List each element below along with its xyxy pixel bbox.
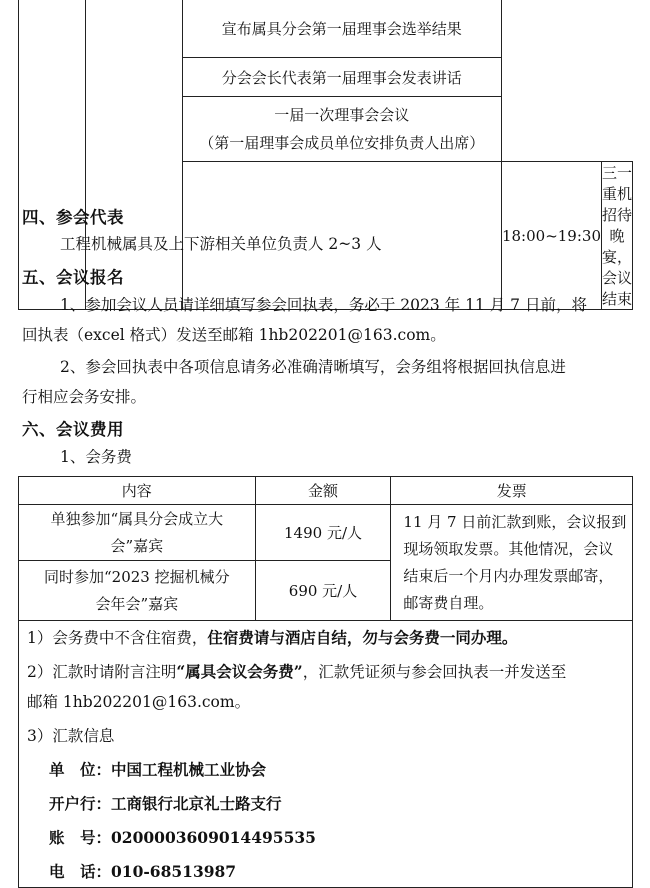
paragraph-line: 回执表（excel 格式）发送至邮箱 1hb202201@163.com。 [22, 326, 446, 344]
fee-row-amount: 1490 元/人 [255, 505, 391, 561]
note-2-line2: 邮箱 1hb202201@163.com。 [27, 693, 251, 711]
bank-info-value: 工商银行北京礼士路支行 [111, 794, 282, 813]
bank-info-row [27, 789, 632, 819]
section-heading: 六、会议费用 [22, 420, 124, 439]
schedule-item-meeting [182, 97, 501, 162]
invoice-line: 结束后一个月内办理发票邮寄， [403, 566, 614, 585]
paragraph-line: 行相应会务安排。 [22, 388, 147, 406]
bank-info-value: 010-68513987 [111, 862, 237, 881]
note-2 [27, 657, 632, 687]
fee-row-content [19, 561, 256, 621]
fee-row-amount: 690 元/人 [255, 561, 391, 621]
fee-notes-cell [19, 621, 633, 888]
bank-info-label: 电 话： [49, 862, 112, 881]
note-3: 3）汇款信息 [27, 727, 115, 745]
section-heading: 五、会议报名 [22, 268, 124, 287]
fee-header-invoice: 发票 [391, 477, 633, 505]
fee-table [18, 476, 633, 888]
subsection-label: 1、会务费 [60, 448, 132, 466]
bank-info-label: 单 位： [49, 760, 112, 779]
bank-info-label: 开户行： [49, 794, 112, 813]
invoice-line: 现场领取发票。其他情况，会议 [403, 539, 614, 558]
fee-header-content: 内容 [19, 477, 256, 505]
paragraph-line: 2、参会回执表中各项信息请务必准确清晰填写，会务组将根据回执信息进 [60, 358, 566, 376]
fee-row-content [19, 505, 256, 561]
fee-content-line: 会”嘉宾 [110, 536, 164, 555]
bank-info-row [27, 823, 632, 853]
schedule-item: 分会会长代表第一届理事会发表讲话 [182, 58, 501, 97]
section-text: 工程机械属具及上下游相关单位负责人 2~3 人 [60, 235, 382, 253]
schedule-item-line: （第一届理事会成员单位安排负责人出席） [199, 134, 485, 152]
bank-info-value: 0200003609014495535 [111, 828, 316, 847]
bank-info-value: 中国工程机械工业协会 [111, 760, 267, 779]
note-bold-text: “属具会议会务费” [176, 662, 303, 681]
dinner-item: 三一重机招待晚宴，会议结束 [602, 162, 633, 310]
fee-header-amount: 金额 [255, 477, 391, 505]
bank-info-label: 账 号： [49, 828, 112, 847]
bank-info-row [27, 857, 632, 887]
schedule-item: 宣布属具分会第一届理事会选举结果 [182, 0, 501, 58]
invoice-line: 邮寄费自理。 [403, 593, 494, 612]
schedule-item-line: 一届一次理事会会议 [274, 106, 410, 124]
invoice-line: 11 月 7 日前汇款到账，会议报到 [403, 512, 627, 531]
fee-invoice-note [391, 505, 633, 621]
fee-content-line: 会年会”嘉宾 [95, 594, 179, 613]
note-1 [27, 623, 632, 653]
note-text: 1）会务费中不含住宿费， [27, 629, 208, 647]
paragraph-line: 1、参加会议人员请详细填写参会回执表，务必于 2023 年 11 月 7 日前，将 [60, 296, 587, 314]
note-text: 2）汇款时请附言注明 [27, 663, 177, 681]
note-bold-text: 住宿费请与酒店自结，勿与会务费一同办理。 [207, 628, 518, 647]
section-heading: 四、参会代表 [22, 208, 124, 227]
bank-info-row [27, 755, 632, 785]
dinner-time: 18:00~19:30 [501, 162, 601, 310]
fee-content-line: 同时参加“2023 挖掘机械分 [44, 567, 230, 586]
note-text: ，汇款凭证须与参会回执表一并发送至 [302, 663, 567, 681]
fee-content-line: 单独参加“属具分会成立大 [50, 509, 224, 528]
